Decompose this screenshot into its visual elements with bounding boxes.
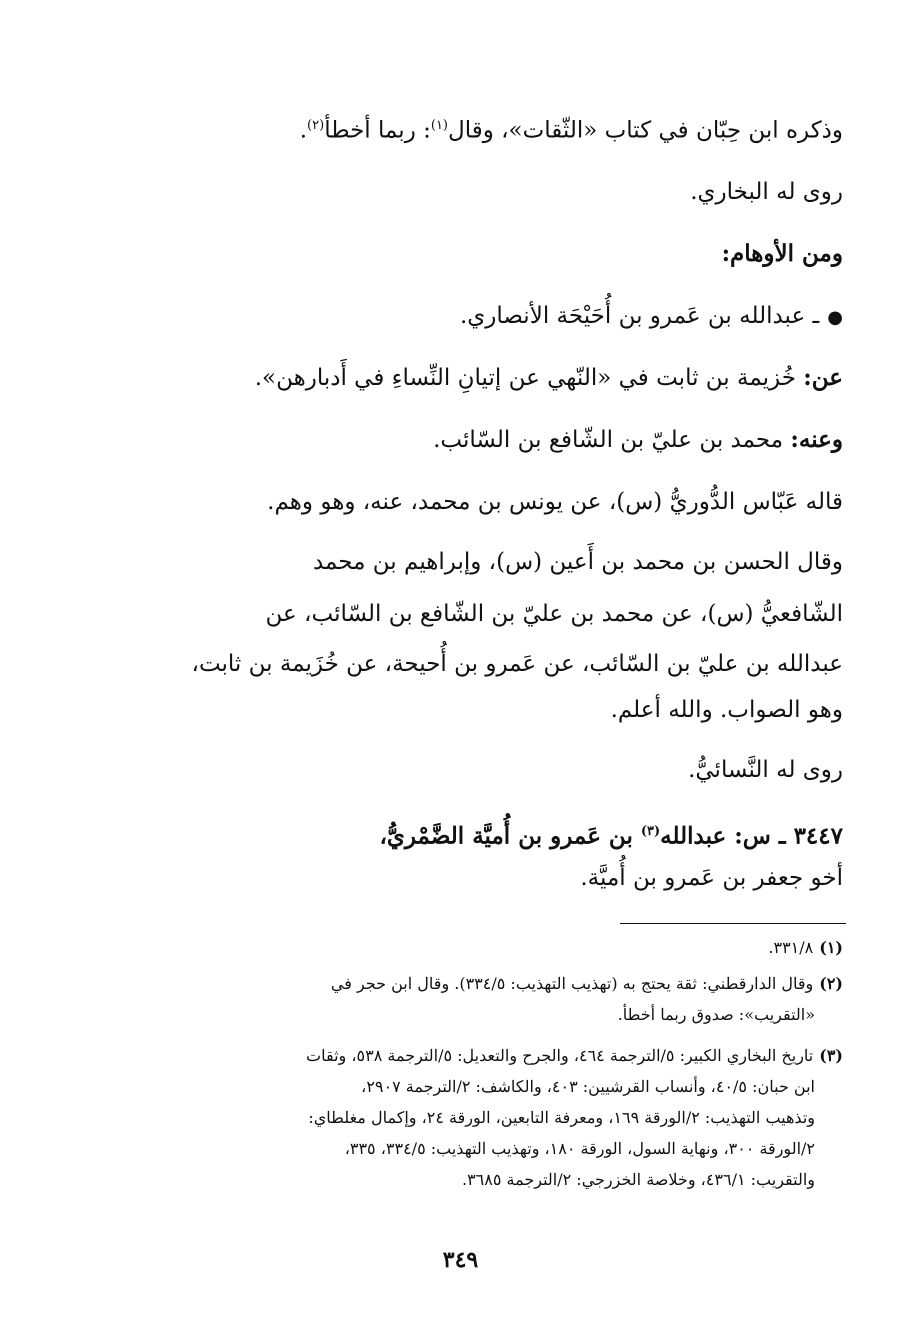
footnote-3-line-4: ٢/الورقة ٣٠٠، ونهاية السول، الورقة ١٨٠، وتهذيب التهذيب: ٣٣٤/٥، ٣٣٥،	[344, 1139, 815, 1158]
entry-abdullah-ibn-uhayha: ●ـ عبدالله بن عَمرو بن أُحَيْحَة الأنصاري.	[459, 303, 843, 329]
line-bukhari: روى له البخاري.	[690, 179, 843, 205]
footnote-ref-1[interactable]: (١)	[430, 118, 448, 133]
bullet-icon: ●	[827, 307, 843, 328]
footnote-3-line-5: والتقريب: ٤٣٦/١، وخلاصة الخزرجي: ٢/الترجمة ٣٦٨٥.	[461, 1170, 815, 1189]
paragraph-line-3: عبدالله بن عليّ بن السّائب، عن عَمرو بن أُحيحة، عن خُزَيمة بن ثابت،	[191, 651, 843, 677]
footnote-2-line-2: «التقريب»: صدوق ربما أخطأ.	[617, 1005, 815, 1024]
page-number: ٣٤٩	[442, 1247, 479, 1273]
line-ibn-hibban: وذكره ابن حِبّان في كتاب «الثّقات»، وقال$^{(١)}$: ربما أخطأ$^{(٢)}$.	[299, 117, 843, 144]
footnote-2-line-1: (٢)وقال الدارقطني: ثقة يحتج به (تهذيب التهذيب: ٣٣٤/٥). وقال ابن حجر في	[330, 974, 843, 993]
entry-3447-line-2: أخو جعفر بن عَمرو بن أُميَّة.	[580, 865, 843, 891]
paragraph-line-4: وهو الصواب. والله أعلم.	[610, 697, 843, 723]
line-wa-anhu: وعنه: محمد بن عليّ بن الشّافع بن السّائب.	[433, 426, 843, 453]
footnote-ref-2[interactable]: (٢)	[307, 118, 325, 133]
line-nasai: روى له النَّسائيُّ.	[688, 757, 843, 783]
paragraph-line-1: وقال الحسن بن محمد بن أَعين (س)، وإبراهيم بن محمد	[312, 549, 843, 575]
line-an: عن: خُزيمة بن ثابت في «النّهي عن إتيانِ النِّساءِ في أَدبارهن».	[254, 364, 843, 391]
section-heading-awham: ومن الأوهام:	[721, 240, 843, 267]
footnote-3-line-3: وتذهيب التهذيب: ٢/الورقة ١٦٩، ومعرفة التابعين، الورقة ٢٤، وإكمال مغلطاي:	[308, 1108, 815, 1127]
footnote-3-line-2: ابن حبان: ٤٠/٥، وأنساب القرشيين: ٤٠٣، والكاشف: ٢/الترجمة ٢٩٠٧،	[361, 1077, 815, 1096]
footnote-ref-3[interactable]: (٣)	[640, 824, 661, 839]
footnote-3-line-1: (٣)تاريخ البخاري الكبير: ٥/الترجمة ٤٦٤، والجرح والتعديل: ٥/الترجمة ٥٣٨، وثقات	[306, 1046, 843, 1065]
line-qalahu: قاله عَبّاس الدُّوريُّ (س)، عن يونس بن محمد، عنه، وهو وهم.	[267, 489, 843, 515]
footnote-1: (١)٣٣١/٨.	[768, 938, 843, 957]
footnote-separator	[620, 923, 846, 924]
paragraph-line-2: الشّافعيُّ (س)، عن محمد بن عليّ بن الشّافع بن السّائب، عن	[265, 601, 843, 627]
entry-3447-title: ٣٤٤٧ ـ س: عبدالله$^{(٣)}$ بن عَمرو بن أُميَّة الضَّمْريُّ،	[379, 822, 843, 850]
